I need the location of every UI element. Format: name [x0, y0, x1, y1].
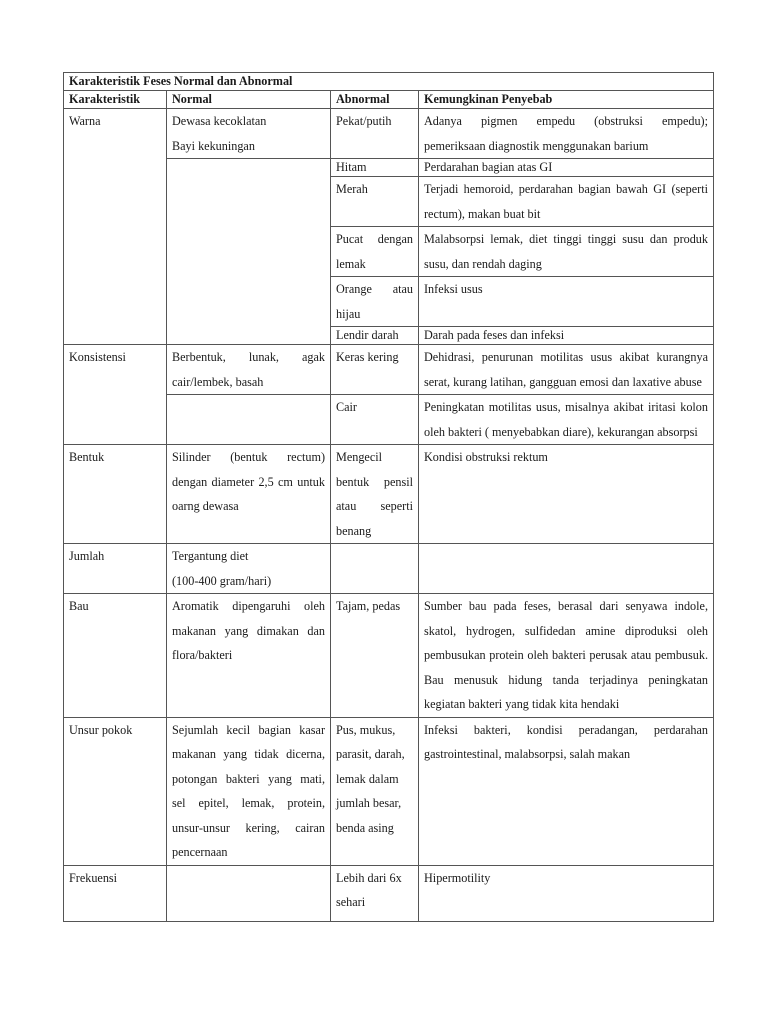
abnormal-cell: Pekat/putih — [331, 109, 419, 159]
cause-empty-cell — [419, 544, 714, 594]
normal-konsistensi: Berbentuk, lunak, agak cair/lembek, basah — [167, 345, 331, 395]
table-row — [64, 544, 714, 594]
cause-cell: Darah pada feses dan infeksi — [419, 327, 714, 345]
abnormal-cell: Hitam — [331, 159, 419, 177]
cause-cell: Perdarahan bagian atas GI — [419, 159, 714, 177]
abnormal-cell: Pucat dengan lemak — [331, 227, 419, 277]
abnormal-cell: Cair — [331, 395, 419, 445]
char-bentuk: Bentuk — [64, 445, 167, 544]
abnormal-cell: Tajam, pedas — [331, 594, 419, 718]
abnormal-cell: Keras kering — [331, 345, 419, 395]
normal-bau: Aromatik dipengaruhi oleh makanan yang dimakan dan flora/bakteri — [167, 594, 331, 718]
normal-warna — [167, 109, 331, 159]
cause-cell: Terjadi hemoroid, perdarahan bagian bawah GI (seperti rectum), makan buat bit — [419, 177, 714, 227]
cause-cell: Kondisi obstruksi rektum — [419, 445, 714, 544]
cause-cell: Adanya pigmen empedu (obstruksi empedu); pemeriksaan diagnostik menggunakan barium — [419, 109, 714, 159]
document-page — [63, 72, 713, 922]
table-row — [64, 445, 714, 544]
char-unsur-pokok: Unsur pokok — [64, 717, 167, 865]
cause-cell: Dehidrasi, penurunan motilitas usus akibat kurangnya serat, kurang latihan, gangguan emosi dan laxative abuse — [419, 345, 714, 395]
cause-cell: Infeksi bakteri, kondisi peradangan, perdarahan gastrointestinal, malabsorpsi, salah makan — [419, 717, 714, 865]
cause-cell: Hipermotility — [419, 865, 714, 921]
char-konsistensi: Konsistensi — [64, 345, 167, 445]
abnormal-empty-cell — [331, 544, 419, 594]
normal-unsur-pokok: Sejumlah kecil bagian kasar makanan yang tidak dicerna, potongan bakteri yang mati, sel epitel, lemak, protein, unsur-unsur kering, cairan pencernaan — [167, 717, 331, 865]
abnormal-cell: Lendir darah — [331, 327, 419, 345]
cause-cell: Peningkatan motilitas usus, misalnya akibat iritasi kolon oleh bakteri ( menyebabkan diare), kekurangan absorpsi — [419, 395, 714, 445]
table-row — [64, 865, 714, 921]
char-warna: Warna — [64, 109, 167, 345]
normal-empty-cell — [167, 159, 331, 345]
normal-jumlah — [167, 544, 331, 594]
abnormal-cell: Lebih dari 6x sehari — [331, 865, 419, 921]
abnormal-cell: Mengecil bentuk pensil atau seperti benang — [331, 445, 419, 544]
normal-warna-baby: Bayi kekuningan — [172, 138, 255, 153]
feces-characteristics-table — [63, 72, 714, 922]
char-bau: Bau — [64, 594, 167, 718]
cause-cell: Sumber bau pada feses, berasal dari senyawa indole, skatol, hydrogen, sulfidedan amine diproduksi oleh pembusukan protein oleh bakteri perusak atau pembusuk. Bau menusuk hidung tanda terjadinya peningkatan kegiatan bakteri yang tidak kita hendaki — [419, 594, 714, 718]
table-title-row — [64, 73, 714, 91]
normal-jumlah-line2: (100-400 gram/hari) — [172, 573, 272, 588]
table-row — [64, 109, 714, 159]
header-abnormal: Abnormal — [331, 91, 419, 109]
table-row — [64, 717, 714, 865]
abnormal-cell: Merah — [331, 177, 419, 227]
cause-cell: Malabsorpsi lemak, diet tinggi tinggi susu dan produk susu, dan rendah daging — [419, 227, 714, 277]
header-karakteristik: Karakteristik — [64, 91, 167, 109]
abnormal-cell: Pus, mukus, parasit, darah, lemak dalam jumlah besar, benda asing — [331, 717, 419, 865]
char-frekuensi: Frekuensi — [64, 865, 167, 921]
normal-bentuk: Silinder (bentuk rectum) dengan diameter 2,5 cm untuk oarng dewasa — [167, 445, 331, 544]
normal-empty-cell — [167, 395, 331, 445]
header-penyebab: Kemungkinan Penyebab — [419, 91, 714, 109]
table-row — [64, 345, 714, 395]
normal-jumlah-line1: Tergantung diet — [172, 549, 249, 563]
header-normal: Normal — [167, 91, 331, 109]
char-jumlah: Jumlah — [64, 544, 167, 594]
normal-warna-adult: Dewasa kecoklatan — [172, 114, 267, 128]
abnormal-cell: Orange atau hijau — [331, 277, 419, 327]
table-title: Karakteristik Feses Normal dan Abnormal — [64, 73, 714, 91]
table-header-row — [64, 91, 714, 109]
cause-cell: Infeksi usus — [419, 277, 714, 327]
table-row — [64, 594, 714, 718]
normal-empty-cell — [167, 865, 331, 921]
